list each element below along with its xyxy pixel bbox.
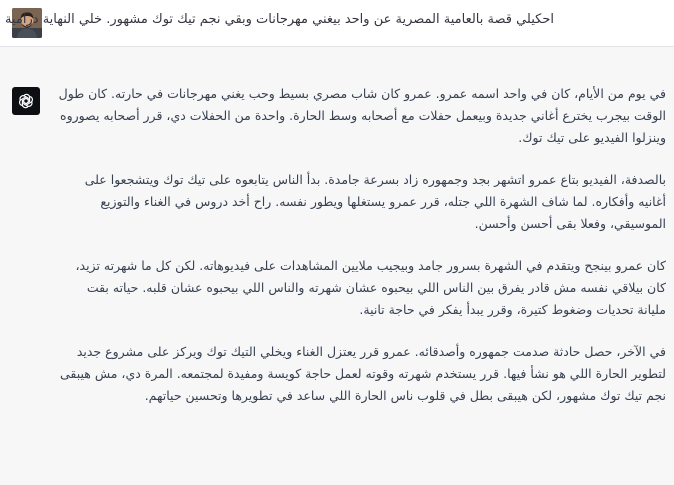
- user-message-text: احكيلي قصة بالعامية المصرية عن واحد بيغني مهرجانات وبقي نجم تيك توك مشهور. خلي النهاية درامية: [5, 12, 554, 27]
- assistant-message-body: [56, 83, 666, 427]
- assistant-message-row: [0, 47, 674, 485]
- assistant-paragraph-3: كان عمرو بينجح ويتقدم في الشهرة بسرور جامد وبيجيب ملايين المشاهدات على فيديوهاته. لكن كل ما شهرته تزيد، كان بيلاقي نفسه مش قادر يفرق بين الناس اللي بيحبوه عشان شهرته والناس اللي بيحبوه عشان قلبه. حياته بقت مليانة تحديات وضغوط كتيرة، وقرر يبدأ يفكر في حاجة تانية.: [75, 258, 666, 317]
- assistant-paragraph-4: في الآخر، حصل حادثة صدمت جمهوره وأصدقائه. عمرو قرر يعتزل الغناء ويخلي التيك توك ويركز على مشروع جديد لتطوير الحارة اللي هو نشأ فيها. قرر يستخدم شهرته وقوته لعمل حاجة كويسة ومفيدة لمجتمعه. المرة دي، مش هيبقى نجم تيك توك مشهور، لكن هيبقى بطل في قلوب ناس الحارة اللي ساعد في تطويرها وتحسين حياتهم.: [59, 344, 666, 403]
- assistant-paragraph-2: بالصدفة، الفيديو بتاع عمرو اتشهر بجد وجمهوره زاد بسرعة جامدة. بدأ الناس يتابعوه على تيك توك ويتشجعوا على أغانيه وأفكاره. لما شاف الشهرة اللي جتله، قرر عمرو يستغلها ويطور نفسه. راح أخد دروس في الغناء والتوزيع الموسيقي، وفعلا بقى أحسن وأحسن.: [84, 172, 666, 231]
- assistant-paragraph-1: في يوم من الأيام، كان في واحد اسمه عمرو. عمرو كان شاب مصري بسيط وحب يغني مهرجانات في حارته. كان طول الوقت بيجرب يخترع أغاني جديدة وبيعمل حفلات مع أصحابه وسط الحارة. واحدة من الحفلات دي، قرر أصحابه يصوروه وينزلوا الفيديو على تيك توك.: [58, 86, 666, 145]
- assistant-avatar: [12, 87, 40, 115]
- openai-logo-icon: [17, 92, 35, 110]
- user-message-row: [0, 0, 674, 47]
